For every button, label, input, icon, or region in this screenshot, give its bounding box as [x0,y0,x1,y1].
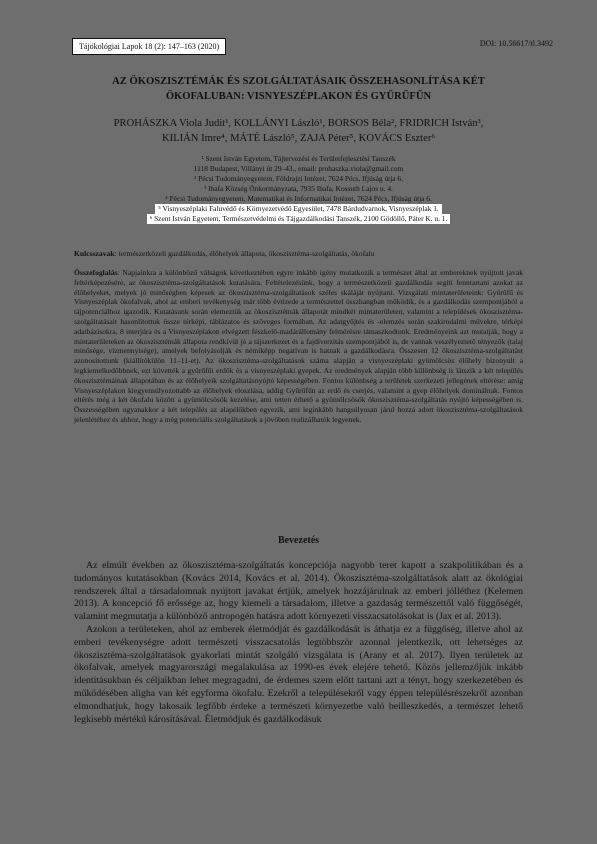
affiliation: ¹ Szent István Egyetem, Tájtervezési és Területfejlesztési Tanszék [201,154,396,163]
abstract-text: : Napjainkra a különböző válságok következtében egyre inkább igény mutatkozik a természet által az embereknek nyújtott javak feltérképezésére, az ökoszisztéma-szolgáltatások kutatására. Feltételezésünk, hogy a természetközeli gazdálkodás segíti fenntartani azokat az élőhelyeket, melyek jó minőségben képesek az ökoszisztéma-szolgáltatások széles skáláját nyújtani. Vizsgálati mintaterületeink: Gyűrűfű és Visnyeszéplak ökofalvak, ahol az emberi tevékenység már több évtizede a természettel összhangban működik, és a gazdálkodás szempontjából a tájpotenciálhoz igazodik. Kutatásunk során elemeztük az ökoszisztémák állapotát mindkét mintaterületen, valamint a települések ökoszisztéma-szolgáltatásait hasonlítottuk össze térképi, táblázatos és szöveges formában. Az adatgyűjtés és -elemzés során szakirodalmi művekre, térképi adatbázisokra, 8 interjúra és a Visnyeszéplakon elvégzett fészkelő-madárállomány felmérésre támaszkodtunk. Eredményeink azt mutatják, hogy a mintaterületeken az ökoszisztémák állapota rendkívül jó a tájszerkezet és a fajdiverzitás szempontjából is, de vannak veszélyeztető tényezők (talaj minősége, vízmennyisége), amelyek befolyásolják és némiképp negatívan is hatnak a gazdálkodásra. Összesen 12 ökoszisztéma-szolgáltatást azonosítottunk (kiállítókülön 11–11-et). Az ökoszisztéma-szolgáltatások száma alapján a visnyeszéplaki gyümölcsös élőhely bizonyult a legkiemelkedőbbnek, ezt követték a gyűrűfűi erdők és a visnyeszéplaki gyepek. Az eredmények alapján több különbség is látszik a két település ökoszisztémáinak állapotában és az élőhelyeik szolgáltatásnyújtó képességében. Fontos különbség a területek szerkezeti jellegének eltérése: amíg Visnyeszéplakon kiegyensúlyozottabb az élőhelyek eloszlása, addig Gyűrűfűn az erdő és cserjés, valamint a gyep élőhelyek dominálnak. Fontos eltérés még a két ökofalu között a gyümölcsösök kezelése, ami tetten érhető a gyümölcsösök ökoszisztéma-szolgáltatás nyújtó képességében is. Összességében ugyanakkor a két település az alapélőkben egyezik, ami leginkább hangsúlyosan járul hozzá adott ökoszisztéma-szolgáltatások jelenlétéhez és ahhoz, hogy a még potenciális szolgáltatások a jövőben realizálhatók legyenek. [74,268,523,424]
doi: DOI: 10.56617/tl.3492 [479,39,553,48]
keywords-text: : természetközeli gazdálkodás, élőhelyek állapota, ökoszisztéma-szolgáltatás, ökofalu [114,249,375,258]
title-line: ÖKOFALUBAN: VISNYESZÉPLAKON ÉS GYŰRŰFŰN [165,91,432,102]
journal-citation: Tájökológiai Lapok 18 (2): 147–163 (2020) [72,38,226,55]
abstract-label: Összefoglalás [74,268,118,277]
author-line: PROHÁSZKA Viola Judit¹, KOLLÁNYI László¹, BORSOS Béla², FRIDRICH István³, [113,118,484,129]
paragraph: Azokon a területeken, ahol az emberek életmódját és gazdálkodását is áthatja ez a függőség, illetve ahol az emberi tevékenységre adott természeti visszacsatolás legtöbbször azonnal jelentkezik, ott lehetséges az ökoszisztéma-szolgáltatások gyakorlati mintát szolgáló vizsgálata is (Arany et al. 2017). Ilyen területek az ökofalvak, amelyek magyarországi megalakulása az 1990-es évek elejére tehető. Közös jellemzőjük inkább identitásukban és céljaikban lehet megragadni, de érdemes szem előtt tartani azt a tényt, hogy szerkezetében és működésében aligha van két egyforma ökofalu. Ezekről a településekről vagy éppen településrészekről azonban elmondhatjuk, hogy lakosaik legfőbb érdeke a természeti környezetbe való beilleszkedés, a természet lehető legkisebb mértékű károsításával. Életmódjuk és gazdálkodásuk [74,623,523,725]
affiliation: ² Pécsi Tudományegyetem, Földrajzi Intézet, 7624 Pécs, Ifjúság útja 6. [194,174,403,183]
author-line: KILIÁN Imre⁴, MÁTÉ László⁵, ZAJA Péter⁵, KOVÁCS Eszter⁶ [161,133,436,144]
affiliations [40,154,557,224]
keywords-label: Kulcsszavak [74,249,115,258]
affiliation: 1118 Budapest, Villányi út 29–43., email: prohaszka.viola@gmail.com [193,164,404,173]
body-text [74,560,523,726]
affiliation: ³ Ibafa Község Önkormányzata, 7935 Ibafa, Kossuth Lajos u. 4. [204,184,393,193]
affiliation: ⁶ Szent István Egyetem, Természetvédelmi és Tájgazdálkodási Tanszék, 2100 Gödöllő, Páter K. u. 1. [147,214,451,224]
section-heading: Bevezetés [277,535,320,546]
affiliation: ⁴ Pécsi Tudományegyetem, Matematikai és Informatikai Intézet, 7624 Pécs, Ifjúság útja 6. [165,194,432,203]
article-title [60,74,537,104]
paragraph: Az elmúlt években az ökoszisztéma-szolgáltatás koncepciója nagyobb teret kapott a szakpolitikában és a tudományos kutatásokban (Kovács 2014, Kovács et al. 2014). Ökoszisztéma-szolgáltatások alatt az ökológiai rendszerek által a társadalomnak nyújtott javakat értjük, amelyek hozzájárulnak az emberi jólléthez (Kelemen 2013). A koncepció fő erőssége az, hogy kiemeli a társadalom, illetve a gazdaság természettől való függőségét, valamint megmutatja a különböző antropogén hatásra adott környezeti visszacsatolásokat is (Jax et al. 2013). [74,560,523,623]
affiliation: ⁵ Visnyeszéplaki Faluvédő és Környezetvédő Egyesület, 7478 Bárdudvarnok, Visnyeszéplak 1. [155,204,442,214]
author-list [60,116,537,146]
title-line: AZ ÖKOSZISZTÉMÁK ÉS SZOLGÁLTATÁSAIK ÖSSZEHASONLÍTÁSA KÉT [112,76,485,87]
keywords [74,249,523,259]
abstract [74,268,523,425]
